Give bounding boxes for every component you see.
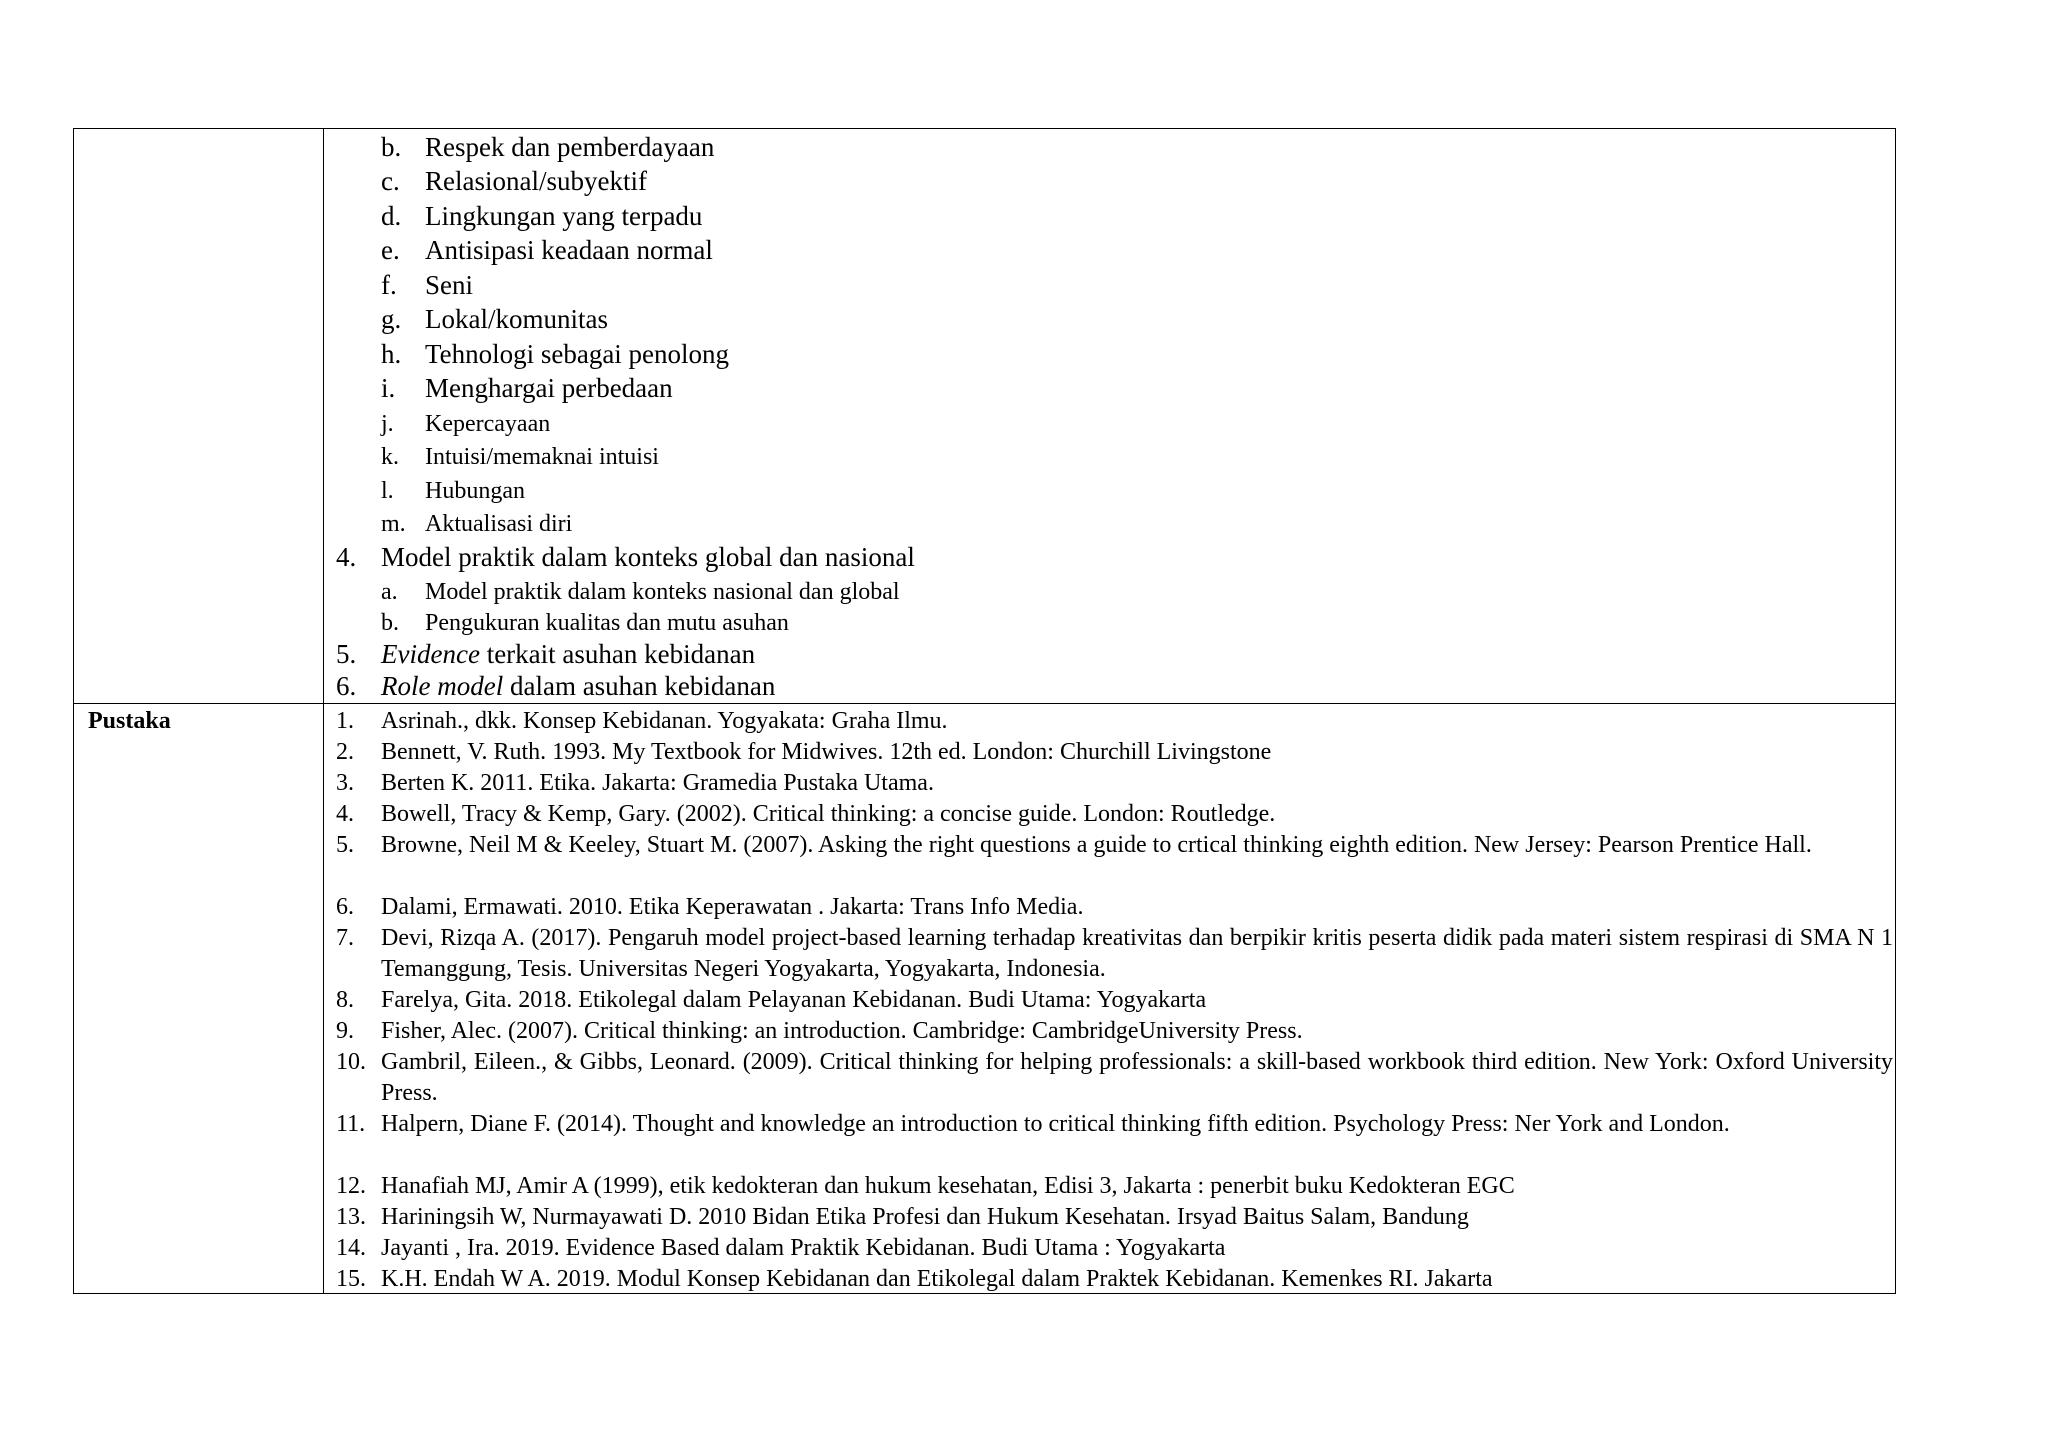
reference-number: 9.: [336, 1018, 354, 1044]
pustaka-label: Pustaka: [88, 708, 171, 734]
reference-number: 3.: [336, 770, 354, 796]
reference-item: Halpern, Diane F. (2014). Thought and knowledge an introduction to critical thinking fifth edition. Psychology Press: Ner York and London.: [381, 1111, 1730, 1137]
reference-number: 12.: [336, 1173, 366, 1199]
italic-term: Evidence: [381, 639, 480, 669]
reference-number: 2.: [336, 739, 354, 765]
reference-item: Bowell, Tracy & Kemp, Gary. (2002). Critical thinking: a concise guide. London: Routledge.: [381, 801, 1276, 827]
reference-number: 5.: [336, 832, 354, 858]
reference-number: 10.: [336, 1049, 366, 1075]
reference-item: Gambril, Eileen., & Gibbs, Leonard. (2009). Critical thinking for helping professionals: a skill-based workbook third edition. New York: Oxford University Press.: [381, 1049, 1893, 1106]
reference-item: Jayanti , Ira. 2019. Evidence Based dalam Praktik Kebidanan. Budi Utama : Yogyakarta: [381, 1235, 1226, 1261]
reference-number: 1.: [336, 708, 354, 734]
reference-number: 6.: [336, 894, 354, 920]
reference-number: 13.: [336, 1204, 366, 1230]
reference-item: Dalami, Ermawati. 2010. Etika Keperawatan . Jakarta: Trans Info Media.: [381, 894, 1084, 920]
reference-number: 8.: [336, 987, 354, 1013]
reference-item: Fisher, Alec. (2007). Critical thinking: an introduction. Cambridge: CambridgeUniversity Press.: [381, 1018, 1303, 1044]
reference-item: Devi, Rizqa A. (2017). Pengaruh model project-based learning terhadap kreativitas dan berpikir kritis peserta didik pada materi sistem respirasi di SMA N 1 Temanggung, Tesis. Universitas Negeri Yogyakarta, Yogyakarta, Indonesia.: [381, 925, 1893, 982]
reference-item: Hariningsih W, Nurmayawati D. 2010 Bidan Etika Profesi dan Hukum Kesehatan. Irsyad Baitus Salam, Bandung: [381, 1204, 1469, 1230]
reference-number: 14.: [336, 1235, 366, 1261]
reference-number: 4.: [336, 801, 354, 827]
table-row-divider: [73, 703, 1896, 704]
italic-term: Role model: [381, 671, 504, 701]
reference-item: Asrinah., dkk. Konsep Kebidanan. Yogyakata: Graha Ilmu.: [381, 708, 948, 734]
reference-item: Farelya, Gita. 2018. Etikolegal dalam Pelayanan Kebidanan. Budi Utama: Yogyakarta: [381, 987, 1207, 1013]
reference-number: 15.: [336, 1266, 366, 1292]
reference-item: Hanafiah MJ, Amir A (1999), etik kedokteran dan hukum kesehatan, Edisi 3, Jakarta : penerbit buku Kedokteran EGC: [381, 1173, 1515, 1199]
reference-item: Browne, Neil M & Keeley, Stuart M. (2007). Asking the right questions a guide to crtical thinking eighth edition. New Jersey: Pearson Prentice Hall.: [381, 832, 1812, 858]
reference-item: Bennett, V. Ruth. 1993. My Textbook for Midwives. 12th ed. London: Churchill Livingstone: [381, 739, 1272, 765]
table-column-divider: [323, 128, 324, 1294]
reference-item: Berten K. 2011. Etika. Jakarta: Gramedia Pustaka Utama.: [381, 770, 934, 796]
reference-number: 7.: [336, 925, 354, 951]
reference-number: 11.: [336, 1111, 366, 1137]
reference-item: K.H. Endah W A. 2019. Modul Konsep Kebidanan dan Etikolegal dalam Praktek Kebidanan. Kemenkes RI. Jakarta: [381, 1266, 1493, 1292]
